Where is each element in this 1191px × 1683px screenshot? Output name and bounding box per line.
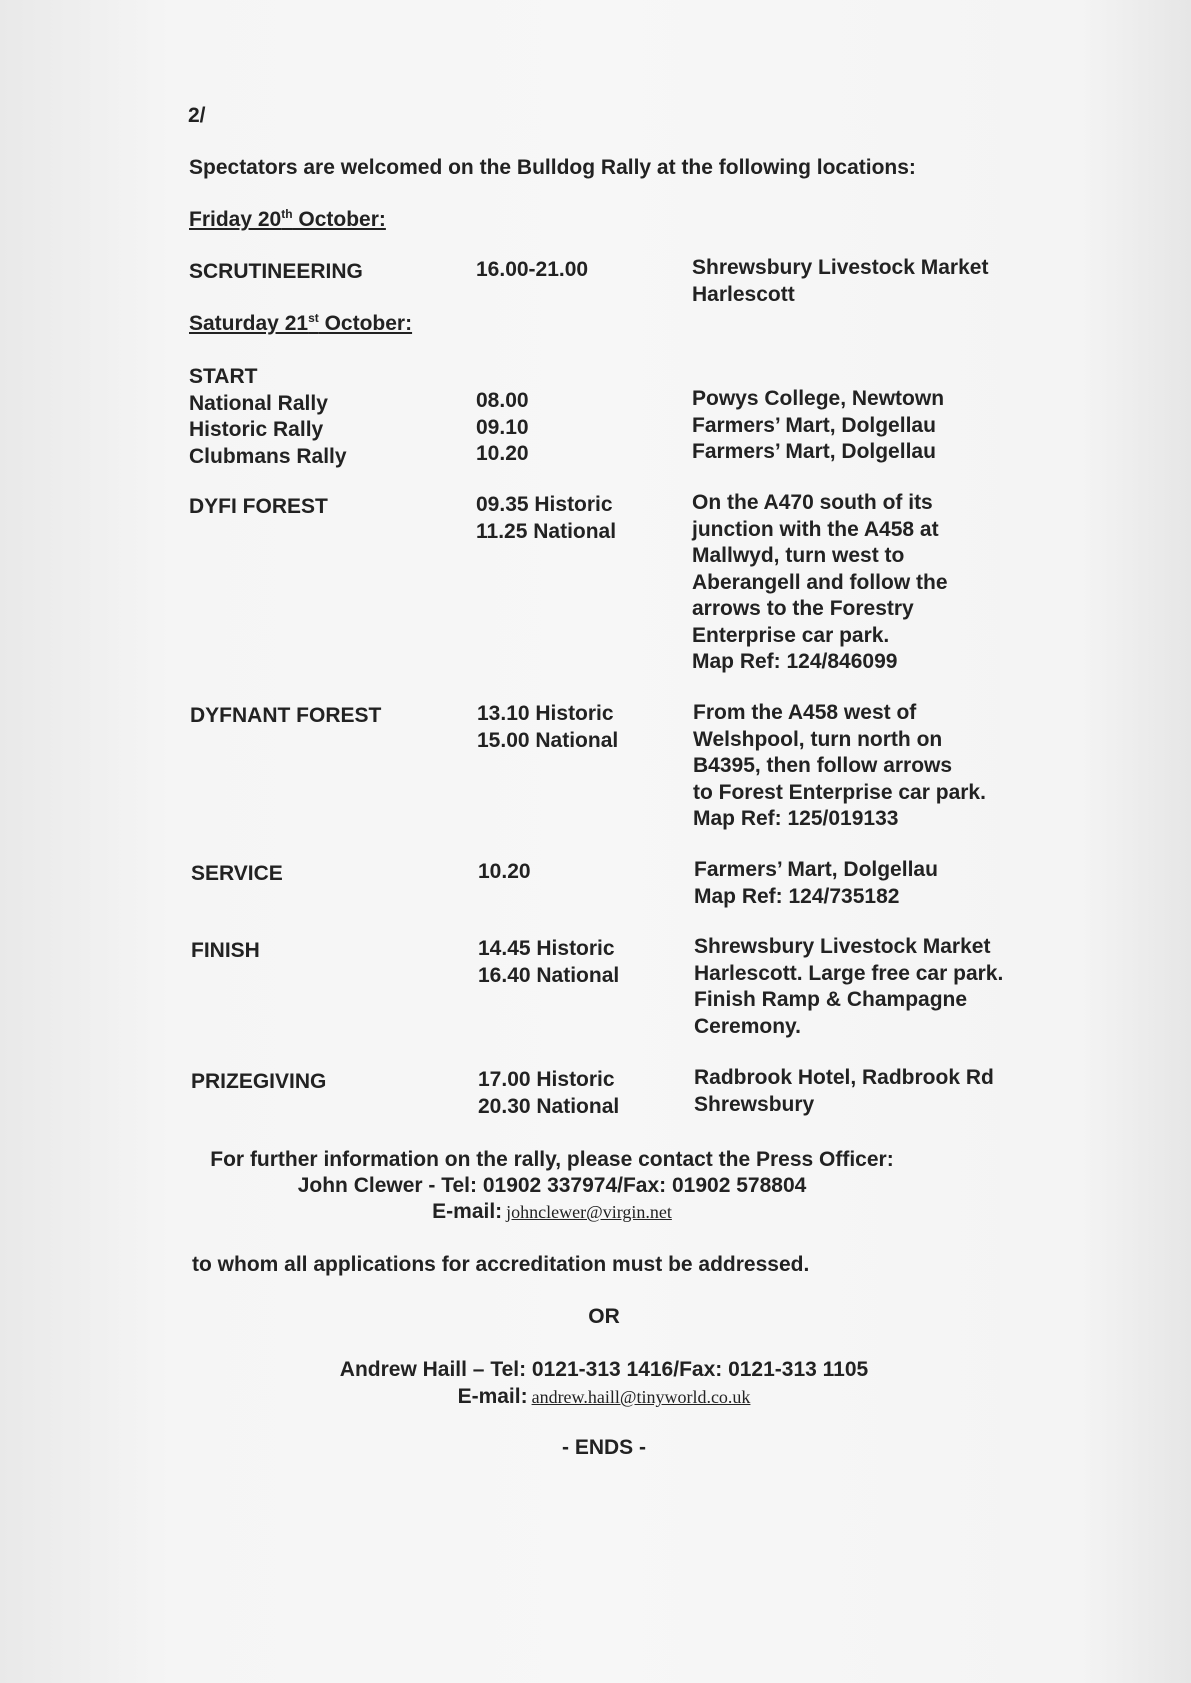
location-line: Farmers’ Mart, Dolgellau xyxy=(692,413,936,437)
location-line: Powys College, Newtown xyxy=(692,387,945,410)
ends-marker: - ENDS - xyxy=(562,1436,646,1459)
dyfnant-times xyxy=(477,701,618,754)
scrutineering-label: SCRUTINEERING xyxy=(189,260,363,283)
alt-contact-line: Andrew Haill – Tel: 0121-313 1416/Fax: 0121-313 1105 xyxy=(339,1358,869,1381)
friday-suffix: th xyxy=(281,207,293,221)
start-time: 10.20 xyxy=(476,442,529,465)
location-line: to Forest Enterprise car park. xyxy=(693,780,986,804)
scrutineering-location xyxy=(692,255,988,308)
location-line: Farmers’ Mart, Dolgellau xyxy=(692,440,936,463)
dyfi-times xyxy=(476,492,616,545)
historic-rally-label: Historic Rally xyxy=(189,418,324,441)
finish-location xyxy=(694,934,1003,1040)
location-line: Radbrook Hotel, Radbrook Rd xyxy=(694,1066,994,1089)
alt-contact-email-row xyxy=(192,1384,1016,1411)
finish-times xyxy=(478,936,619,989)
stage-time: 09.35 Historic xyxy=(476,493,613,516)
saturday-suffix: st xyxy=(308,311,319,325)
location-line: Harlescott. Large free car park. xyxy=(694,961,1004,985)
stage-time: 17.00 Historic xyxy=(478,1068,615,1091)
location-line: Ceremony. xyxy=(694,1014,801,1038)
contact-line-1: For further information on the rally, please contact the Press Officer: xyxy=(210,1148,894,1171)
stage-time: 15.00 National xyxy=(477,728,619,752)
stage-time: 11.25 National xyxy=(476,519,617,543)
dyfi-location xyxy=(692,490,948,676)
location-line: Shrewsbury xyxy=(694,1092,815,1116)
saturday-heading xyxy=(189,311,412,338)
prizegiving-location xyxy=(694,1065,994,1118)
prizegiving-label: PRIZEGIVING xyxy=(191,1070,327,1093)
location-line: Aberangell and follow the xyxy=(692,570,948,594)
email-label: E-mail: xyxy=(457,1385,528,1408)
friday-date: Friday 20 xyxy=(189,208,282,231)
map-ref: Map Ref: 125/019133 xyxy=(693,807,899,830)
accreditation-text: to whom all applications for accreditation must be addressed. xyxy=(192,1253,810,1276)
intro-text: Spectators are welcomed on the Bulldog Rally at the following locations: xyxy=(189,156,916,179)
finish-label: FINISH xyxy=(191,939,260,962)
start-label: START xyxy=(189,365,258,388)
location-line: Farmers’ Mart, Dolgellau xyxy=(694,858,938,881)
location-line: Shrewsbury Livestock Market xyxy=(692,256,989,279)
contact-line-2: John Clewer - Tel: 01902 337974/Fax: 01902 578804 xyxy=(297,1174,807,1197)
saturday-month: October: xyxy=(318,312,413,335)
stage-time: 13.10 Historic xyxy=(477,702,614,725)
location-line: Finish Ramp & Champagne xyxy=(694,988,968,1011)
start-labels xyxy=(189,364,347,470)
service-label: SERVICE xyxy=(191,862,283,885)
saturday-date: Saturday 21 xyxy=(189,312,309,335)
dyfnant-location xyxy=(693,700,986,833)
location-line: junction with the A458 at xyxy=(692,517,939,541)
location-line: B4395, then follow arrows xyxy=(693,754,953,777)
start-locations xyxy=(692,386,944,466)
prizegiving-times xyxy=(478,1067,619,1120)
start-time: 08.00 xyxy=(476,389,529,412)
page-number: 2/ xyxy=(188,104,206,127)
location-line: Harlescott xyxy=(692,282,795,306)
location-line: On the A470 south of its xyxy=(692,491,933,514)
stage-time: 16.40 National xyxy=(478,963,620,987)
stage-time: 14.45 Historic xyxy=(478,937,615,960)
stage-time: 20.30 National xyxy=(478,1094,620,1118)
location-line: Shrewsbury Livestock Market xyxy=(694,935,991,958)
clubmans-rally-label: Clubmans Rally xyxy=(189,444,347,468)
contact-email-link[interactable]: johnclewer@virgin.net xyxy=(506,1202,672,1222)
national-rally-label: National Rally xyxy=(189,391,328,415)
location-line: Welshpool, turn north on xyxy=(693,727,943,751)
alt-contact-email-link[interactable]: andrew.haill@tinyworld.co.uk xyxy=(531,1387,751,1407)
dyfnant-label: DYFNANT FOREST xyxy=(190,704,382,727)
location-line: arrows to the Forestry xyxy=(692,597,914,620)
map-ref: Map Ref: 124/735182 xyxy=(694,884,900,908)
dyfi-label: DYFI FOREST xyxy=(189,495,328,518)
contact-email-row xyxy=(192,1199,912,1226)
location-line: Enterprise car park. xyxy=(692,623,890,647)
start-time: 09.10 xyxy=(476,415,529,439)
friday-month: October: xyxy=(292,208,386,231)
or-divider: OR xyxy=(588,1305,620,1328)
friday-heading xyxy=(189,207,386,234)
start-times xyxy=(476,388,529,468)
location-line: From the A458 west of xyxy=(693,701,917,724)
service-time: 10.20 xyxy=(478,860,531,883)
location-line: Mallwyd, turn west to xyxy=(692,544,905,567)
email-label: E-mail: xyxy=(432,1200,503,1223)
service-location xyxy=(694,857,938,910)
map-ref: Map Ref: 124/846099 xyxy=(692,650,898,673)
scrutineering-time: 16.00-21.00 xyxy=(476,258,589,281)
